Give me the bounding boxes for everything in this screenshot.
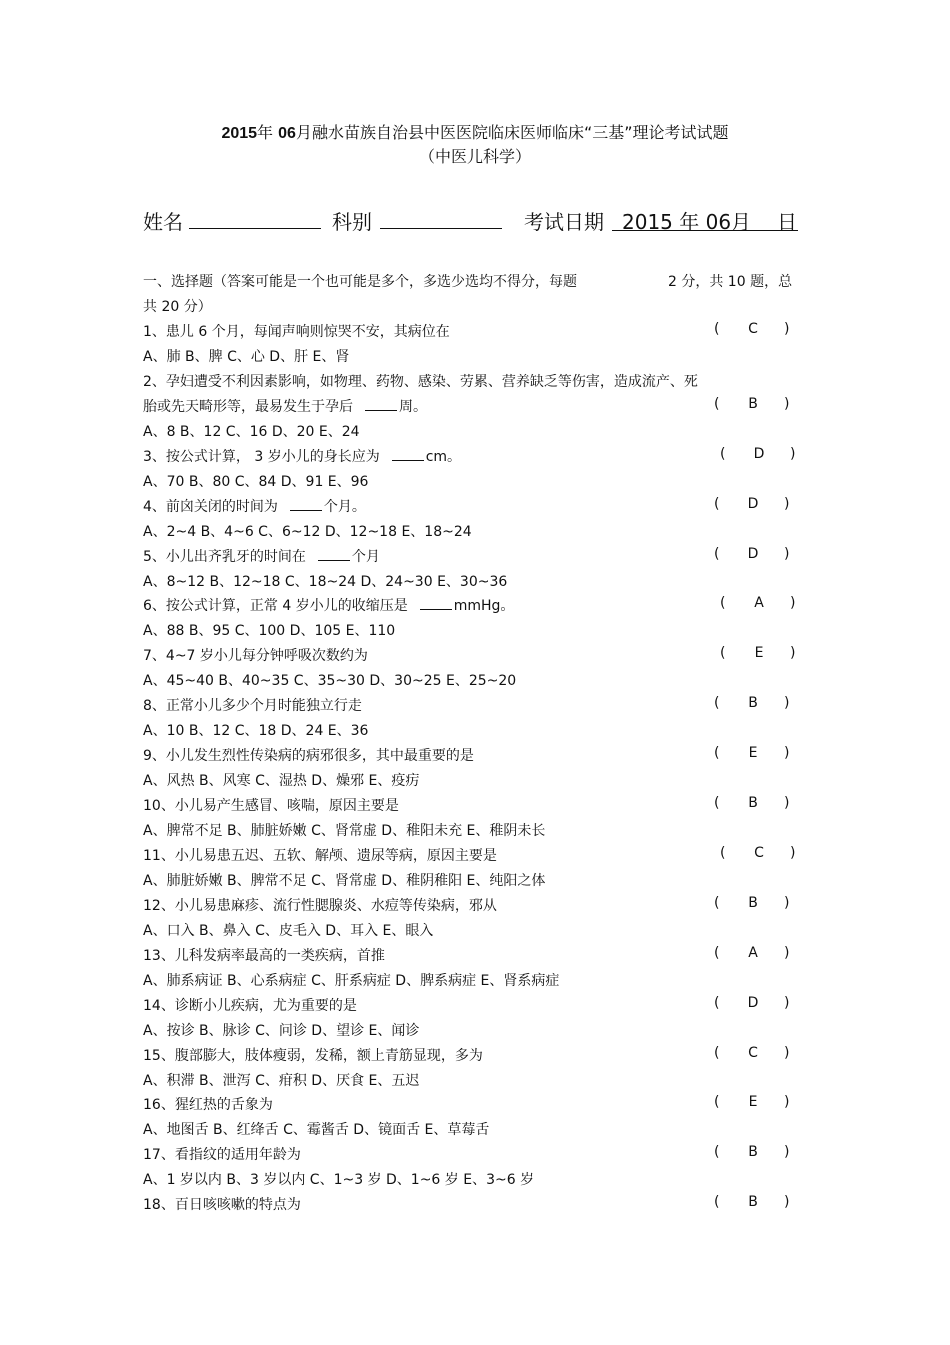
answer-bracket-close: ) [790, 844, 796, 861]
answer-bracket-open: ( [720, 445, 726, 462]
line-text: 17、看指纹的适用年龄为 [143, 1147, 301, 1164]
answer-bracket-close: ) [790, 595, 796, 612]
question-line [143, 446, 461, 466]
title-year: 2015 [221, 125, 258, 142]
answer-bracket-close: ) [784, 944, 790, 961]
line-text: 1、患儿 6 个月，每闻声响则惊哭不安，其病位在 [143, 324, 450, 340]
answer-bracket-close: ) [784, 795, 790, 812]
question-line [143, 695, 362, 715]
line-text: A、45~40 B、40~35 C、35~30 D、30~25 E、25~20 [143, 673, 517, 690]
answer-bracket-open: ( [714, 495, 720, 512]
option-line [143, 870, 545, 890]
answer-bracket-open: ( [720, 844, 726, 861]
date-field[interactable] [612, 206, 798, 234]
question-line [143, 645, 368, 665]
answer-choice: B [748, 395, 758, 412]
option-line [143, 920, 433, 940]
line-text: A、肺系病证 B、心系病症 C、肝系病症 D、脾系病症 E、肾系病症 [143, 972, 560, 989]
option-line [143, 521, 472, 541]
answer-bracket-close: ) [784, 545, 790, 562]
line-text: 5、小儿出齐乳牙的时间在 [143, 548, 306, 565]
answer-bracket-close: ) [784, 1044, 790, 1061]
answer-bracket-open: ( [714, 1144, 720, 1161]
answer-bracket-close: ) [784, 994, 790, 1011]
line-text: 9、小儿发生烈性传染病的病邪很多，其中最重要的是 [143, 748, 474, 765]
line-text: A、口入 B、鼻入 C、皮毛入 D、耳入 E、眼入 [143, 922, 434, 939]
answer-bracket-open: ( [714, 795, 720, 812]
answer-bracket-open: ( [714, 894, 720, 911]
question-line [143, 396, 427, 416]
answer-choice: A [754, 595, 764, 612]
line-text-suffix: 个月 [351, 548, 380, 565]
date-label: 考试日期 [524, 210, 604, 234]
option-line [143, 471, 368, 491]
answer-choice: B [748, 695, 758, 712]
question-line [143, 995, 357, 1015]
answer-bracket-close: ) [784, 395, 790, 412]
line-text: A、积滞 B、泄泻 C、疳积 D、厌食 E、五迟 [143, 1072, 420, 1089]
answer-bracket-close: ) [790, 445, 796, 462]
question-line [143, 795, 399, 815]
answer-bracket-open: ( [714, 321, 720, 337]
option-line [143, 1020, 419, 1040]
line-text: 4、前囟关闭的时间为 [143, 498, 278, 515]
answer-bracket-open: ( [714, 944, 720, 961]
line-text: A、肺 B、脾 C、心 D、肝 E、肾 [143, 348, 350, 365]
answer-choice: A [748, 944, 758, 961]
answer-choice: D [753, 445, 765, 462]
date-value: 2015 年 06月 [622, 210, 752, 234]
option-line [143, 571, 507, 591]
answer-bracket-close: ) [790, 645, 796, 662]
option-line [143, 1119, 489, 1139]
line-text-suffix: 周。 [399, 398, 427, 415]
dept-field[interactable] [380, 206, 502, 229]
answer-choice: D [747, 495, 759, 512]
line-text-suffix: cm。 [425, 448, 462, 465]
answer-choice: B [748, 894, 758, 911]
answer-bracket-open: ( [714, 994, 720, 1011]
exam-subtitle: （中医儿科学） [418, 147, 531, 166]
line-text: A、脾常不足 B、肺脏娇嫩 C、肾常虚 D、稚阳未充 E、稚阴未长 [143, 823, 546, 839]
option-line [143, 346, 349, 366]
section-instructions-line1: 一、选择题（答案可能是一个也可能是多个，多选少选均不得分，每题 [143, 274, 577, 290]
answer-bracket-close: ) [784, 1194, 790, 1211]
fill-blank[interactable] [365, 396, 397, 411]
answer-choice: C [748, 321, 758, 337]
answer-choice: C [748, 1044, 758, 1061]
option-line [143, 720, 368, 740]
line-text: 3、按公式计算， 3 岁小儿的身长应为 [143, 448, 380, 465]
answer-choice: E [754, 645, 764, 662]
option-line [143, 670, 516, 690]
answer-choice: D [747, 994, 759, 1011]
option-line [143, 620, 395, 640]
line-text: A、70 B、80 C、84 D、91 E、96 [143, 473, 369, 490]
answer-choice: D [747, 545, 759, 562]
exam-title [0, 120, 950, 143]
answer-bracket-open: ( [714, 1044, 720, 1061]
fill-blank[interactable] [290, 496, 322, 511]
title-month: 06 [278, 125, 296, 142]
answer-bracket-close: ) [784, 695, 790, 712]
line-text: A、8 B、12 C、16 D、20 E、24 [143, 423, 360, 440]
answer-bracket-close: ) [784, 1094, 790, 1111]
question-line [143, 1144, 301, 1164]
answer-bracket-open: ( [714, 695, 720, 712]
line-text: 7、4~7 岁小儿每分钟呼吸次数约为 [143, 648, 368, 665]
answer-bracket-open: ( [714, 1094, 720, 1111]
line-text: A、地图舌 B、红绛舌 C、霉酱舌 D、镜面舌 E、草莓舌 [143, 1122, 490, 1139]
answer-choice: B [748, 795, 758, 812]
line-text: A、8~12 B、12~18 C、18~24 D、24~30 E、30~36 [143, 573, 508, 590]
question-line [143, 496, 366, 516]
answer-bracket-open: ( [720, 645, 726, 662]
fill-blank[interactable] [420, 595, 452, 610]
answer-choice: E [748, 1094, 758, 1111]
line-text: 18、百日咳咳嗽的特点为 [143, 1197, 301, 1214]
option-line [143, 970, 559, 990]
answer-choice: C [754, 844, 764, 861]
answer-choice: B [748, 1194, 758, 1211]
answer-bracket-close: ) [784, 1144, 790, 1161]
line-text-suffix: 个月。 [323, 498, 366, 515]
line-text: 10、小儿易产生感冒、咳喘，原因主要是 [143, 798, 399, 815]
option-line [143, 770, 419, 790]
line-text: A、2~4 B、4~6 C、6~12 D、12~18 E、18~24 [143, 523, 472, 540]
line-text: A、风热 B、风寒 C、湿热 D、燥邪 E、疫疠 [143, 773, 420, 790]
question-line [143, 845, 497, 865]
fill-blank[interactable] [318, 546, 350, 561]
line-text: 16、猩红热的舌象为 [143, 1097, 273, 1114]
question-line [143, 745, 474, 765]
question-line [143, 595, 514, 615]
question-line [143, 1045, 483, 1065]
option-line [143, 421, 360, 441]
line-text-suffix: mmHg。 [453, 598, 515, 615]
line-text: 11、小儿易患五迟、五软、解颅、遗尿等病，原因主要是 [143, 847, 497, 864]
day-label: 日 [777, 210, 797, 234]
section-instructions-line2: 共 20 分） [143, 299, 212, 315]
question-line [143, 321, 450, 341]
dept-label: 科别 [332, 210, 372, 234]
line-text: 8、正常小儿多少个月时能独立行走 [143, 698, 362, 715]
answer-bracket-open: ( [720, 595, 726, 612]
question-line [143, 945, 385, 965]
line-text: 13、儿科发病率最高的一类疾病，首推 [143, 947, 385, 964]
option-line [143, 1070, 419, 1090]
line-text: 2、孕妇遭受不利因素影响，如物理、药物、感染、劳累、营养缺乏等伤害，造成流产、死 [143, 373, 698, 390]
line-text: 胎或先天畸形等，最易发生于孕后 [143, 398, 353, 415]
answer-bracket-close: ) [784, 745, 790, 762]
line-text: A、1 岁以内 B、3 岁以内 C、1~3 岁 D、1~6 岁 E、3~6 岁 [143, 1172, 535, 1189]
question-line [143, 1094, 273, 1114]
option-line [143, 371, 698, 391]
question-line [143, 1194, 301, 1214]
answer-bracket-close: ) [784, 894, 790, 911]
line-text: 12、小儿易患麻疹、流行性腮腺炎、水痘等传染病，邪从 [143, 897, 497, 914]
option-line [143, 1169, 534, 1189]
option-line [143, 820, 545, 840]
question-line [143, 546, 380, 566]
answer-bracket-close: ) [784, 321, 790, 337]
question-line [143, 895, 497, 915]
line-text: A、88 B、95 C、100 D、105 E、110 [143, 623, 396, 640]
line-text: A、肺脏娇嫩 B、脾常不足 C、肾常虚 D、稚阴稚阳 E、纯阳之体 [143, 872, 546, 889]
line-text: A、按诊 B、脉诊 C、问诊 D、望诊 E、闻诊 [143, 1022, 420, 1039]
title-part-b: 月融水苗族自治县中医医院临床医师临床“三基”理论考试试题 [295, 123, 729, 142]
answer-choice: B [748, 1144, 758, 1161]
answer-bracket-open: ( [714, 395, 720, 412]
line-text: 14、诊断小儿疾病，尤为重要的是 [143, 997, 357, 1014]
answer-bracket-open: ( [714, 1194, 720, 1211]
line-text: 6、按公式计算，正常 4 岁小儿的收缩压是 [143, 598, 408, 615]
answer-bracket-close: ) [784, 495, 790, 512]
name-field[interactable] [189, 206, 321, 229]
section-instructions-score: 2 分，共 10 题，总 [668, 274, 793, 290]
title-part-a: 年 [257, 123, 274, 142]
fill-blank[interactable] [392, 446, 424, 461]
answer-bracket-open: ( [714, 745, 720, 762]
answer-bracket-open: ( [714, 545, 720, 562]
name-label: 姓名 [143, 210, 183, 234]
line-text: A、10 B、12 C、18 D、24 E、36 [143, 723, 369, 740]
answer-choice: E [748, 745, 758, 762]
line-text: 15、腹部膨大，肢体瘦弱，发稀，额上青筋显现，多为 [143, 1047, 483, 1064]
